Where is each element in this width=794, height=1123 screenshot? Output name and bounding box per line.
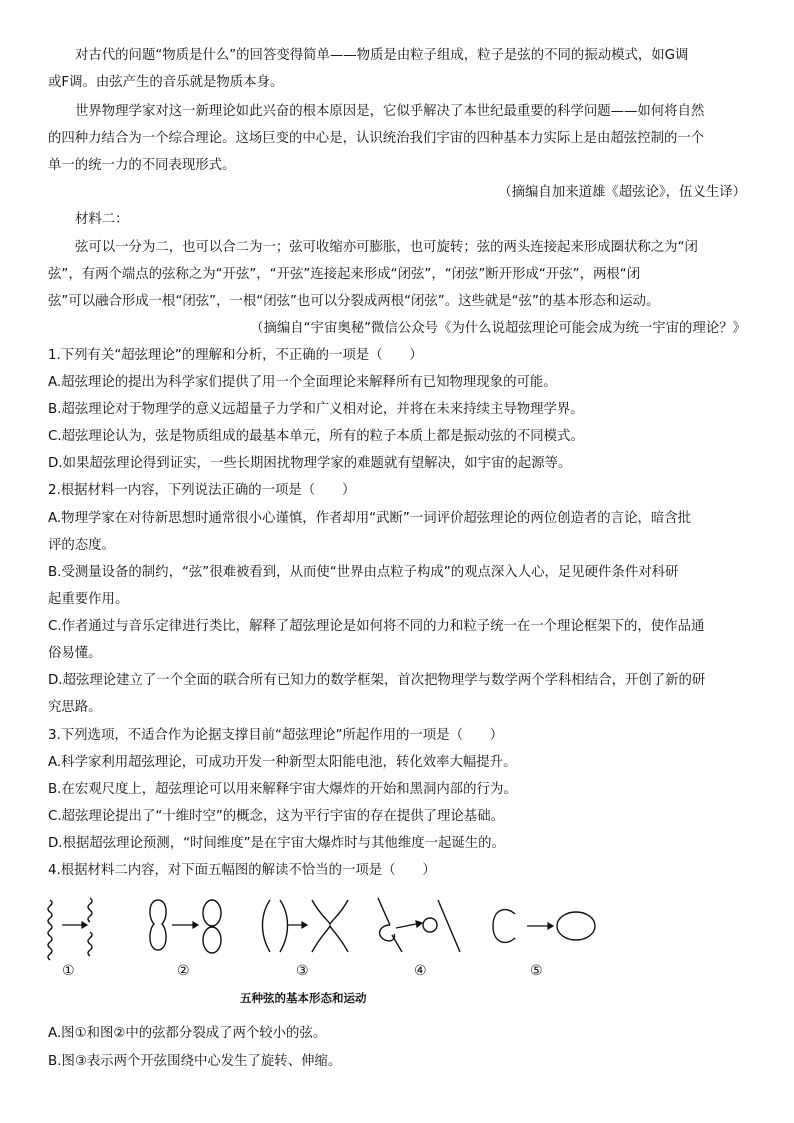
- open-string: [493, 910, 515, 943]
- paragraph-line: 弦”可以融合形成一根“闭弦”，一根“闭弦”也可以分裂成两根“闭弦”。这些就是“弦”的基本形态和运动。: [48, 294, 660, 309]
- answer-option-cont: 究思路。: [48, 700, 102, 715]
- answer-option: D.超弦理论建立了一个全面的联合所有已知力的数学框架，首次把物理学与数学两个学科相结合，开创了新的研: [48, 673, 706, 688]
- paragraph-line: 世界物理学家对这一新理论如此兴奋的根本原因是，它似乎解决了本世纪最重要的科学问题——如何将自然: [75, 104, 705, 119]
- closed-loop: [423, 918, 437, 932]
- paragraph-line: 弦可以一分为二，也可以合二为一；弦可收缩亦可膨胀，也可旋转；弦的两头连接起来形成圈状称之为“闭: [75, 240, 698, 255]
- closed-loop: [203, 927, 221, 953]
- question-stem: 3.下列选项，不适合作为论据支撑目前“超弦理论”所起作用的一项是（ ）: [48, 728, 504, 743]
- answer-option: D.如果超弦理论得到证实，一些长期困扰物理学家的难题就有望解决，如宇宙的起源等。: [48, 456, 572, 471]
- paragraph-line: 单一的统一力的不同表现形式。: [48, 158, 236, 173]
- figure-caption: 五种弦的基本形态和运动: [240, 991, 367, 1005]
- paragraph-line: 的四种力结合为一个综合理论。这场巨变的中心是，认识统治我们宇宙的四种基本力实际上是由超弦控制的一个: [48, 131, 705, 146]
- question-stem: 4.根据材料二内容，对下面五幅图的解读不恰当的一项是（ ）: [48, 863, 436, 878]
- paragraph-line: 弦”，有两个端点的弦称之为“开弦”，“开弦”连接起来形成“闭弦”，“闭弦”断开形成“开弦”，两根“闭: [48, 267, 641, 282]
- open-string: [380, 925, 395, 941]
- figure-label: ④: [414, 963, 427, 979]
- paragraph-line: 或F调。由弦产生的音乐就是物质本身。: [48, 75, 284, 90]
- answer-option-cont: 起重要作用。: [48, 592, 129, 607]
- answer-option: C.超弦理论认为，弦是物质组成的最基本单元，所有的粒子本质上都是振动弦的不同模式。: [48, 429, 584, 444]
- answer-option: D.根据超弦理论预测，“时间维度”是在宇宙大爆炸时与其他维度一起诞生的。: [48, 836, 505, 851]
- open-string: [263, 900, 271, 952]
- open-string: [312, 900, 348, 924]
- wavy-string-half: [88, 898, 92, 922]
- answer-option: A.科学家利用超弦理论，可成功开发一种新型太阳能电池，转化效率大幅提升。: [48, 755, 517, 770]
- answer-option: B.超弦理论对于物理学的意义远超量子力学和广义相对论，并将在未来持续主导物理学界。: [48, 402, 584, 417]
- open-string: [312, 926, 348, 952]
- answer-option: C.作者通过与音乐定律进行类比，解释了超弦理论是如何将不同的力和粒子统一在一个理论框架下的，使作品通: [48, 619, 705, 634]
- answer-option: B.受测量设备的制约，“弦”很难被看到，从而使“世界由点粒子构成”的观点深入人心，足见硬件条件对科研: [48, 565, 679, 580]
- string-figure: [40, 890, 620, 1015]
- question-stem: 1.下列有关“超弦理论”的理解和分析，不正确的一项是（ ）: [48, 348, 423, 363]
- figure-label: ②: [177, 963, 190, 979]
- answer-option: A.物理学家在对待新思想时通常很小心谨慎，作者却用“武断”一词评价超弦理论的两位创造者的言论，暗含批: [48, 511, 692, 526]
- source-citation: （摘编自“宇宙奥秘”微信公众号《为什么说超弦理论可能会成为统一宇宙的理论？》: [250, 321, 746, 336]
- answer-option-cont: 俗易懂。: [48, 646, 102, 661]
- closed-loop: [203, 900, 221, 926]
- arrow-right-icon: [396, 924, 416, 928]
- open-string: [438, 900, 460, 952]
- figure-label: ⑤: [530, 963, 543, 979]
- figure-eight-string: [150, 900, 166, 950]
- answer-option: A.图①和图②中的弦都分裂成了两个较小的弦。: [48, 1026, 327, 1041]
- wavy-string: [48, 900, 52, 960]
- source-citation: （摘编自加来道雄《超弦论》，伍义生译）: [498, 185, 746, 200]
- material-heading: 材料二：: [75, 212, 129, 227]
- open-string: [280, 900, 288, 952]
- open-string: [392, 935, 402, 952]
- answer-option: B.在宏观尺度上，超弦理论可以用来解释宇宙大爆炸的开始和黑洞内部的行为。: [48, 782, 517, 797]
- open-string: [378, 898, 390, 925]
- question-stem: 2.根据材料一内容，下列说法正确的一项是（ ）: [48, 483, 356, 498]
- closed-loop: [557, 912, 595, 940]
- answer-option: A.超弦理论的提出为科学家们提供了用一个全面理论来解释所有已知物理现象的可能。: [48, 375, 557, 390]
- figure-label: ①: [62, 963, 75, 979]
- answer-option-cont: 评的态度。: [48, 538, 115, 553]
- answer-option: C.超弦理论提出了“十维时空”的概念，这为平行宇宙的存在提供了理论基础。: [48, 809, 504, 824]
- wavy-string-half: [88, 932, 92, 956]
- figure-label: ③: [296, 963, 309, 979]
- answer-option: B.图③表示两个开弦围绕中心发生了旋转、伸缩。: [48, 1054, 342, 1069]
- paragraph-line: 对古代的问题“物质是什么”的回答变得简单——物质是由粒子组成，粒子是弦的不同的振动模式，如G调: [75, 48, 689, 63]
